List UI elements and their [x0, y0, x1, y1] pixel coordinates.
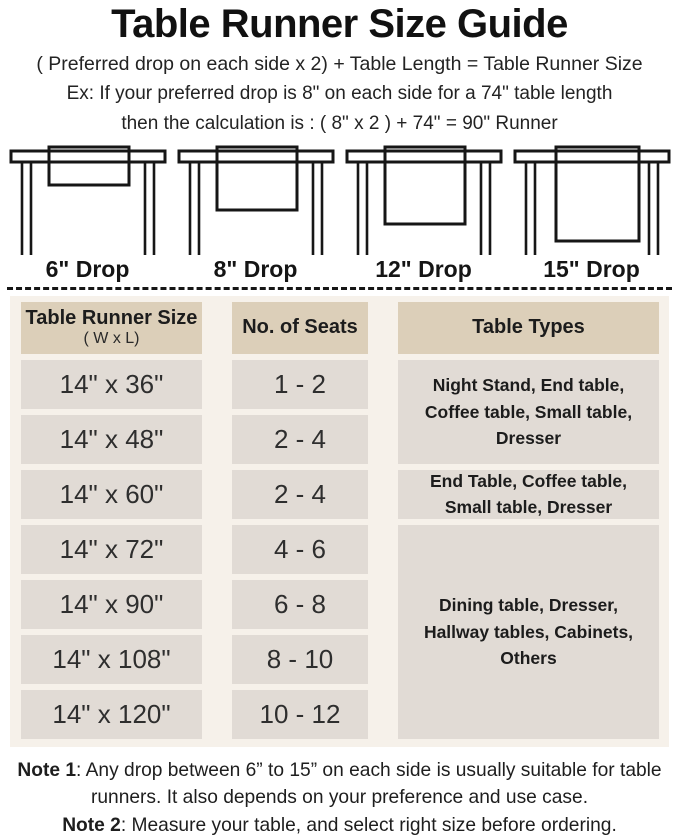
drop-label: 15" Drop [543, 255, 640, 282]
table-types-group-cell [398, 360, 659, 464]
example-line-1: Ex: If your preferred drop is 8" on each side for a 74" table length [66, 83, 613, 105]
drop-label: 8" Drop [213, 255, 298, 282]
seats-value: 10 - 12 [259, 698, 341, 729]
size-cell [21, 360, 202, 409]
size-cell [21, 525, 202, 574]
drop-illustration-8 [174, 145, 337, 283]
seats-cell [232, 470, 368, 519]
column-header-size-title: Table Runner Size [25, 307, 198, 330]
drop-illustration-12 [342, 145, 505, 283]
table-runner-8-drop-diagram [176, 145, 336, 255]
table-runner-12-drop-diagram [344, 145, 504, 255]
seats-cell [232, 635, 368, 684]
column-header-types [398, 302, 659, 354]
dashed-divider [7, 287, 672, 290]
drop-label: 6" Drop [45, 255, 130, 282]
size-cell [21, 690, 202, 739]
footer-notes [8, 757, 672, 840]
seats-value: 8 - 10 [266, 643, 334, 674]
size-value: 14" x 60" [59, 478, 164, 509]
seats-cell [232, 415, 368, 464]
drop-illustration-15 [510, 145, 673, 283]
formula-text: ( Preferred drop on each side x 2) + Table Length = Table Runner Size [36, 52, 643, 75]
note-2-label: Note 2 [62, 815, 121, 837]
seats-value: 6 - 8 [273, 588, 327, 619]
column-header-seats [232, 302, 368, 354]
size-value: 14" x 108" [52, 643, 171, 674]
seats-cell [232, 525, 368, 574]
table-types-value: End Table, Coffee table, Small table, Dresser [429, 471, 628, 518]
seats-value: 4 - 6 [273, 533, 327, 564]
note-1-text: : Any drop between 6” to 15” on each side is usually suitable for table runners. It also depends on your preference and use case. [76, 759, 662, 809]
size-cell [21, 580, 202, 629]
seats-cell [232, 580, 368, 629]
size-chart-grid [21, 302, 659, 739]
seats-value: 2 - 4 [273, 478, 327, 509]
drop-illustrations [0, 145, 679, 283]
drop-illustration-6 [6, 145, 169, 283]
size-value: 14" x 48" [59, 423, 164, 454]
seats-value: 1 - 2 [273, 368, 327, 399]
size-cell [21, 635, 202, 684]
column-header-size-subtitle: ( W x L) [83, 330, 140, 348]
table-types-group-cell [398, 470, 659, 519]
size-value: 14" x 120" [52, 698, 171, 729]
table-types-group-cell [398, 525, 659, 739]
page-title: Table Runner Size Guide [111, 2, 568, 46]
table-types-value: Dining table, Dresser, Hallway tables, Cabinets, Others [423, 595, 634, 668]
drop-label: 12" Drop [375, 255, 472, 282]
seats-cell [232, 360, 368, 409]
size-cell [21, 470, 202, 519]
size-value: 14" x 36" [59, 368, 164, 399]
note-2-text: : Measure your table, and select right size before ordering. [120, 815, 617, 837]
column-header-size [21, 302, 202, 354]
seats-value: 2 - 4 [273, 423, 327, 454]
table-runner-6-drop-diagram [8, 145, 168, 255]
size-cell [21, 415, 202, 464]
table-runner-15-drop-diagram [512, 145, 672, 255]
seats-cell [232, 690, 368, 739]
size-value: 14" x 72" [59, 533, 164, 564]
table-types-value: Night Stand, End table, Coffee table, Small table, Dresser [424, 375, 633, 448]
note-1 [8, 757, 672, 812]
note-1-label: Note 1 [17, 759, 77, 781]
size-value: 14" x 90" [59, 588, 164, 619]
example-line-2: then the calculation is : ( 8" x 2 ) + 74" = 90" Runner [121, 112, 558, 134]
column-header-seats-title: No. of Seats [242, 316, 358, 339]
size-chart-panel [10, 296, 669, 747]
column-header-types-title: Table Types [472, 316, 585, 339]
